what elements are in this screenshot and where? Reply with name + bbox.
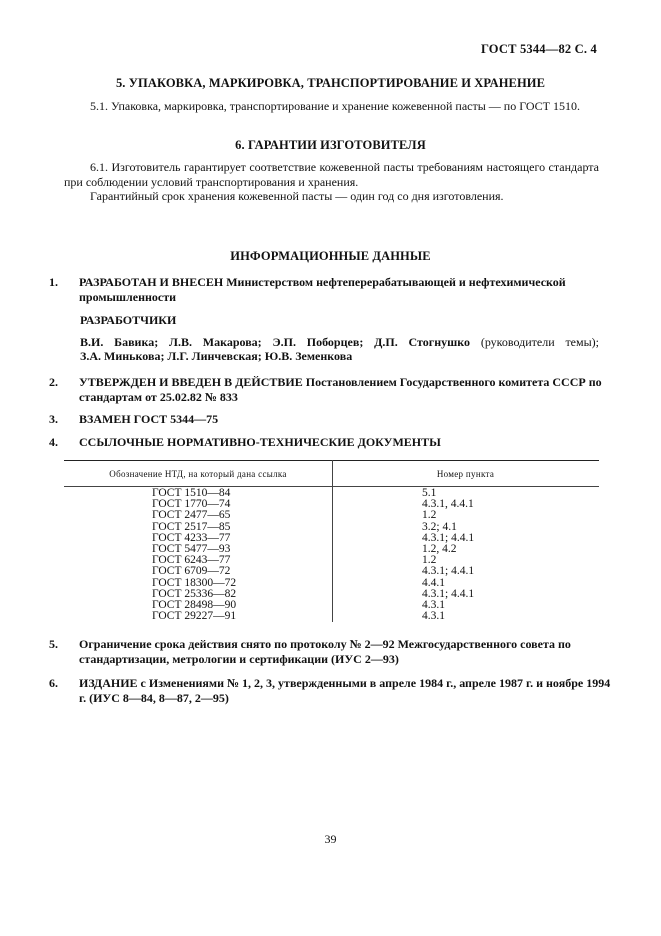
section-5-paragraph bbox=[64, 99, 599, 114]
table-cell-ntd: ГОСТ 18300—72 bbox=[152, 576, 237, 589]
info-item-4-text: ССЫЛОЧНЫЕ НОРМАТИВНО-ТЕХНИЧЕСКИЕ ДОКУМЕНТЫ bbox=[79, 435, 441, 449]
info-item-1-text: РАЗРАБОТАН И ВНЕСЕН Министерством нефтеперерабатывающей и нефтехимической промышленности bbox=[79, 275, 566, 304]
info-item-2-number: 2. bbox=[49, 375, 58, 389]
section-5-paragraph-text: 5.1. Упаковка, маркировка, транспортирование и хранение кожевенной пасты — по ГОСТ 1510. bbox=[90, 99, 581, 113]
table-cell-point: 4.3.1; 4.4.1 bbox=[422, 531, 475, 544]
table-cell-point: 4.3.1; 4.4.1 bbox=[422, 587, 475, 600]
table-cell-ntd: ГОСТ 2477—65 bbox=[152, 509, 231, 522]
info-item-3-number: 3. bbox=[49, 412, 58, 426]
table-cell-ntd: ГОСТ 1510—84 bbox=[152, 487, 231, 499]
table-cell-point: 1.2 bbox=[422, 509, 437, 522]
table-cell-ntd: ГОСТ 4233—77 bbox=[152, 531, 231, 544]
section-6-paragraph-1-text: 6.1. Изготовитель гарантирует соответствие кожевенной пасты требованиям настоящего стандарта при соблюдении условий транспортирования и хранения. bbox=[64, 160, 599, 189]
info-item-2-text: УТВЕРЖДЕН И ВВЕДЕН В ДЕЙСТВИЕ Постановлением Государственного комитета СССР по стандартам от 25.02.82 № 833 bbox=[79, 375, 602, 404]
developers-names-2: З.А. Минькова; Л.Г. Линчевская; Ю.В. Земенкова bbox=[80, 349, 353, 363]
document-code-header: ГОСТ 5344—82 С. 4 bbox=[480, 42, 597, 56]
table-cell-ntd: ГОСТ 6709—72 bbox=[152, 565, 231, 578]
info-item-1-number: 1. bbox=[49, 275, 58, 289]
info-item-5 bbox=[49, 637, 614, 667]
info-item-6-number: 6. bbox=[49, 676, 58, 690]
table-cell-ntd: ГОСТ 29227—91 bbox=[152, 610, 237, 623]
info-item-5-number: 5. bbox=[49, 637, 58, 651]
developers-line-1 bbox=[80, 335, 599, 350]
table-cell-point: 3.2; 4.1 bbox=[422, 520, 457, 533]
table-column-divider bbox=[332, 460, 333, 622]
table-cell-point: 4.3.1, 4.4.1 bbox=[422, 498, 474, 511]
table-cell-point: 4.4.1 bbox=[422, 576, 445, 589]
info-item-4 bbox=[49, 435, 614, 450]
info-data-title: ИНФОРМАЦИОННЫЕ ДАННЫЕ bbox=[230, 249, 431, 263]
developers-role: (руководители темы); bbox=[480, 335, 599, 349]
table-column-point bbox=[422, 488, 474, 622]
table-cell-ntd: ГОСТ 6243—77 bbox=[152, 554, 231, 567]
info-item-3 bbox=[49, 412, 614, 427]
section-6-title: 6. ГАРАНТИИ ИЗГОТОВИТЕЛЯ bbox=[235, 138, 426, 152]
section-6-paragraph-2 bbox=[64, 189, 599, 204]
table-column-ntd bbox=[152, 488, 236, 622]
developers-title: РАЗРАБОТЧИКИ bbox=[80, 313, 177, 327]
page-number: 39 bbox=[324, 832, 337, 846]
info-item-6-text: ИЗДАНИЕ с Изменениями № 1, 2, 3, утвержденными в апреле 1984 г., апреле 1987 г. и ноябре 1994 г. (ИУС 8—84, 8—87, 2—95) bbox=[79, 676, 611, 705]
info-item-5-text: Ограничение срока действия снято по протоколу № 2—92 Межгосударственного совета по стандартизации, метрологии и сертификации (ИУС 2—93) bbox=[79, 637, 571, 666]
table-cell-point: 1.2 bbox=[422, 554, 437, 567]
table-cell-point: 4.3.1 bbox=[422, 599, 445, 612]
table-cell-point: 1.2, 4.2 bbox=[422, 543, 457, 556]
table-header-point: Номер пункта bbox=[436, 469, 495, 479]
table-cell-point: 4.3.1; 4.4.1 bbox=[422, 565, 475, 578]
developers-names: В.И. Бавика; Л.В. Макарова; Э.П. Поборцев; Д.П. Стогнушко bbox=[80, 335, 471, 349]
info-item-3-text: ВЗАМЕН ГОСТ 5344—75 bbox=[79, 412, 219, 426]
section-6-paragraph-1 bbox=[64, 160, 599, 190]
table-header-rule bbox=[64, 486, 599, 487]
table-cell-ntd: ГОСТ 25336—82 bbox=[152, 587, 237, 600]
table-cell-ntd: ГОСТ 28498—90 bbox=[152, 599, 237, 612]
table-cell-point: 5.1 bbox=[422, 487, 437, 499]
table-cell-ntd: ГОСТ 2517—85 bbox=[152, 520, 231, 533]
info-item-1 bbox=[49, 275, 614, 305]
section-6-paragraph-2-text: Гарантийный срок хранения кожевенной пасты — один год со дня изготовления. bbox=[90, 189, 504, 203]
table-cell-point: 4.3.1 bbox=[422, 610, 445, 623]
table-cell-ntd: ГОСТ 5477—93 bbox=[152, 543, 231, 556]
info-item-6 bbox=[49, 676, 614, 706]
table-header-ntd: Обозначение НТД, на который дана ссылка bbox=[109, 469, 287, 479]
section-5-title: 5. УПАКОВКА, МАРКИРОВКА, ТРАНСПОРТИРОВАНИЕ И ХРАНЕНИЕ bbox=[115, 76, 546, 90]
info-item-2 bbox=[49, 375, 614, 405]
info-item-4-number: 4. bbox=[49, 435, 58, 449]
table-cell-ntd: ГОСТ 1770—74 bbox=[152, 498, 231, 511]
